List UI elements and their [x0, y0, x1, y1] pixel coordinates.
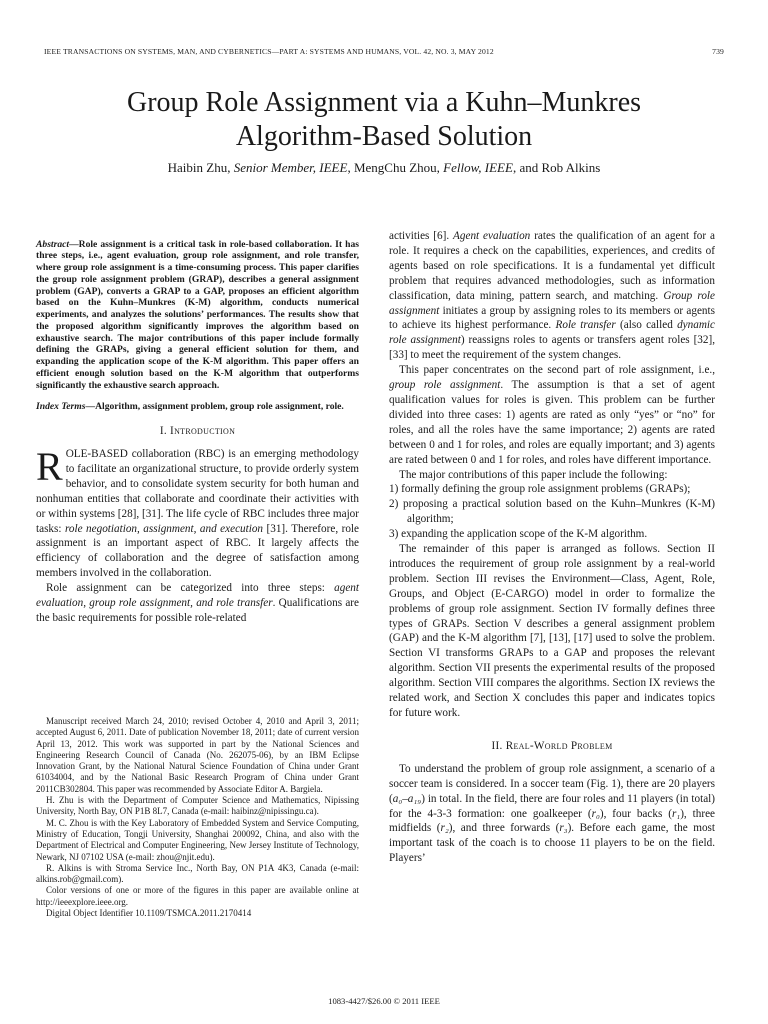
title-line-1: Group Role Assignment via a Kuhn–Munkres: [126, 87, 642, 118]
r5-math-agents: a₀–a₁₉: [392, 792, 422, 805]
left-column: [36, 229, 359, 626]
r5-math-r1: r₁: [671, 807, 681, 820]
intro-p2-emphasis: agent evaluation, group role assignment, and role transfer: [36, 582, 359, 610]
intro-p2-text-end: . Qualifications are the basic requirements for possible role-related: [36, 597, 359, 624]
list-item: 1) formally defining the group role assignment problems (GRAPs);: [389, 483, 691, 496]
r2-emphasis: group role assignment: [389, 379, 501, 392]
footnotes: [36, 716, 359, 919]
r2-text-b: . The assumption is that a set of agent qualification values for roles is given. This problem can be further divided into three cases: 1) agents are rated as only “yes” or “no” for roles, and all the roles have the same importance; 2) agents are rated between 0 and 1 for roles, and roles are equally important; and 3) agents are rated between 0 and 1 for roles, and roles have different importance.: [389, 379, 715, 466]
r5-text-e: ), and three forwards (: [448, 822, 560, 835]
author-3-name: , and Rob Alkins: [512, 160, 601, 175]
footnote-alkins: R. Alkins is with Stroma Service Inc., North Bay, ON P1A 4K3, Canada (e-mail: alkins.rob@gmail.com).: [36, 862, 359, 885]
r1-text-b: rates the qualification of an agent for a role. It requires a check on the capabilities, experiences, and credits of agents based on role specifications. It is a fundamental yet difficult problem that requires advanced methodologies, such as information classification, data mining, pattern search, and matching.: [389, 230, 715, 302]
r5-math-r2: r₂: [440, 822, 449, 835]
section-heading-real-world: II. Real-World Problem: [491, 739, 613, 752]
footnote-zhou: M. C. Zhou is with the Key Laboratory of Embedded System and Service Computing, Ministry of Education, Tongji University, Shanghai 200092, China, and also with the Department of Electrical and Computer Engineering, New Jersey Institute of Technology, Newark, NJ 07102 USA (e-mail: zhou@njit.edu).: [36, 817, 359, 862]
r1-text-d: (also called: [615, 319, 678, 332]
r5-text-b: ) in total. In the field, there are four roles and 11 players (in total) for the 4-3-3 formation: one goalkeeper (: [389, 792, 715, 820]
r5-math-r0: r₀: [591, 807, 600, 820]
r5-math-r3: r₃: [559, 822, 568, 835]
footnote-zhu: H. Zhu is with the Department of Computer Science and Mathematics, Nipissing University, North Bay, ON P1B 8L7, Canada (e-mail: haibinz@nipissingu.ca).: [36, 795, 359, 817]
contributions-list: [389, 482, 715, 542]
author-2-role: Fellow, IEEE: [443, 160, 513, 175]
intro-paragraph-2: [36, 581, 359, 626]
r1-emphasis-2: Group role assignment: [389, 289, 715, 317]
intro-p1-text-end: [31]. Therefore, role assignment is an important aspect of RBC. It largely affects the efficiency of collaboration and the degree of satisfaction among members involved in the collaboration.: [36, 522, 359, 580]
drop-cap: R: [36, 444, 63, 489]
index-terms: [36, 401, 359, 413]
list-item: 2) proposing a practical solution based on the Kuhn–Munkres (K-M) algorithm;: [389, 498, 715, 526]
intro-p1-emphasis: role negotiation, assignment, and execution: [64, 522, 264, 535]
intro-p1-text: OLE-BASED collaboration (RBC) is an emerging methodology to facilitate an organizational structure, to provide orderly system behavior, and to consolidate system security for both human and nonhuman entities that collaborate and coordinate their activities with or within systems [28], [31]. The life cycle of RBC includes three major tasks:: [36, 448, 359, 535]
list-item: 3) expanding the application scope of the K-M algorithm.: [389, 528, 648, 541]
author-2-name: , MengChu Zhou,: [347, 160, 444, 175]
running-head: [44, 47, 724, 61]
right-paragraph-5: [389, 762, 715, 866]
abstract-lead: Abstract: [36, 238, 70, 250]
intro-paragraph-1: [36, 444, 359, 581]
r1-text-a: activities [6].: [389, 230, 454, 242]
r2-text-a: This paper concentrates on the second part of role assignment, i.e.,: [399, 364, 715, 377]
r1-text-c: initiates a group by assigning roles to its members or agents to achieve its highest performance.: [389, 304, 715, 332]
right-paragraph-3: The major contributions of this paper include the following:: [399, 468, 668, 481]
copyright-footer: 1083-4427/$26.00 © 2011 IEEE: [328, 996, 440, 1006]
journal-header: IEEE TRANSACTIONS ON SYSTEMS, MAN, AND CYBERNETICS—PART A: SYSTEMS AND HUMANS, VOL. 42, NO. 3, MAY 2012: [44, 47, 494, 56]
index-terms-lead: Index Terms: [36, 401, 86, 413]
footnote-doi: Digital Object Identifier 10.1109/TSMCA.2011.2170414: [46, 908, 252, 919]
title-line-2: Algorithm-Based Solution: [235, 121, 533, 152]
abstract-text: —Role assignment is a critical task in role-based collaboration. It has three steps, i.e., agent evaluation, group role assignment, and role transfer, where group role assignment is a time-consuming process. This paper clarifies the group role assignment problem (GRAP), describes a general assignment problem (GAP), converts a GRAP to a GAP, proposes an efficient algorithm based on the Kuhn–Munkres (K-M) algorithm, conducts numerical experiments, and analyzes the solutions’ performances. The results show that the proposed algorithm significantly improves the algorithm based on exhaustive search. The major contributions of this paper include formally defining the GRAPs, giving a general efficient solution for them, and expanding the application scope of the K-M algorithm. This paper offers an efficient enough solution based on the K-M algorithm that outperforms significantly the exhaustive search approach.: [36, 238, 359, 391]
right-paragraph-4: The remainder of this paper is arranged as follows. Section II introduces the requirement of group role assignment by a real-world problem. Section III revises the Environment—Class, Agent, Role, Groups, and Object (E-CARGO) model in order to formalize the problems of group role assignment. Section IV formally defines three types of GRAPs. Section V describes a general assignment problem (GAP) and the K-M algorithm [7], [13], [17] used to solve the problem. Section VI transforms GRAPs to a GAP and proposes the relevant algorithm. Section VII presents the experimental results of the proposed algorithm. Section VIII compares the algorithms. Section IX reviews the related work, and Section X concludes this paper and indicates topics for future work.: [389, 543, 715, 719]
index-terms-text: —Algorithm, assignment problem, group role assignment, role.: [85, 401, 344, 413]
right-column: [389, 229, 715, 866]
r5-text-c: ), four backs (: [599, 807, 672, 820]
r1-emphasis-3: Role transfer: [555, 319, 616, 332]
abstract: [36, 239, 359, 392]
intro-p2-text: Role assignment can be categorized into three steps:: [46, 582, 335, 595]
page-number: 739: [712, 47, 724, 56]
r5-text-d: ), three midfields (: [389, 807, 715, 835]
author-1-role: Senior Member, IEEE: [233, 160, 348, 175]
section-heading-introduction: I. Introduction: [159, 425, 236, 438]
author-1-name: Haibin Zhu,: [167, 160, 234, 175]
r1-emphasis-4: dynamic role assignment: [389, 319, 715, 347]
r5-text-a: To understand the problem of group role assignment, a scenario of a soccer team is considered. In a soccer team (Fig. 1), there are 20 players (: [389, 762, 715, 805]
footnote-manuscript: Manuscript received March 24, 2010; revised October 4, 2010 and April 3, 2011; accepted August 6, 2011. Date of publication November 18, 2011; date of current version April 13, 2012. This work was supported in part by the National Sciences and Engineering Research Council of Canada (No. 262075-06), by an IBM Eclipse Innovation Grant, by the National Natural Science Foundation of China under Grant 61034004, and by the National Basic Research Program of China under Grant 2011CB302804. This paper was recommended by Associate Editor A. Bargiela.: [36, 716, 359, 794]
footnote-color: Color versions of one or more of the figures in this paper are available online at http://ieeexplore.ieee.org.: [36, 885, 359, 907]
r1-emphasis-1: Agent evaluation: [453, 230, 531, 242]
right-paragraph-1: [389, 229, 715, 363]
paper-title: [40, 86, 728, 154]
r1-text-e: ) reassigns roles to agents or transfers agent roles [32], [33] to meet the requirement of the system changes.: [389, 334, 716, 362]
r5-text-f: ). Before each game, the most important task of the coach is to choose 11 players to be on the field. Players’: [389, 822, 715, 865]
author-list: [40, 160, 728, 176]
right-paragraph-2: [389, 363, 715, 467]
